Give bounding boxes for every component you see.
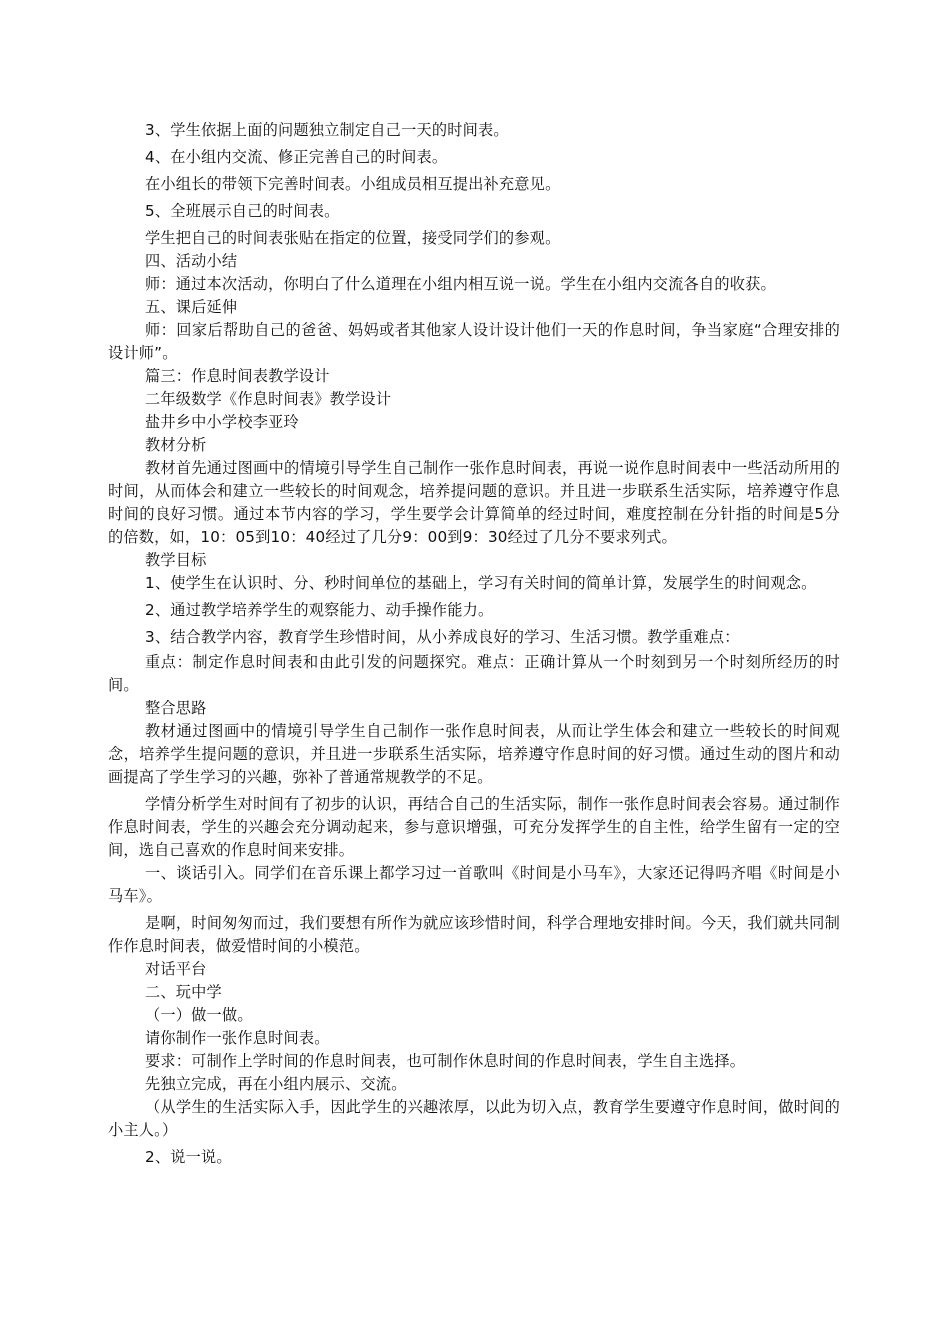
paragraph: 教材通过图画中的情境引导学生自己制作一张作息时间表，从而让学生体会和建立一些较长的时间观念，培养学生提问题的意识，并且进一步联系生活实际，培养遵守作息时间的好习惯。通过生动的图片和动画提高了学生学习的兴趣，弥补了普通常规教学的不足。 [108,722,840,786]
paragraph: 学情分析学生对时间有了初步的认识，再结合自己的生活实际，制作一张作息时间表会容易。通过制作作息时间表，学生的兴趣会充分调动起来，参与意识增强，可充分发挥学生的自主性，给学生留有一定的空间，选自己喜欢的作息时间来安排。 [108,795,840,859]
paragraph: 2、通过教学培养学生的观察能力、动手操作能力。 [145,601,494,619]
paragraph: 学生把自己的时间表张贴在指定的位置，接受同学们的参观。 [145,229,561,247]
section-heading: 教学目标 [145,551,207,569]
paragraph: 师：通过本次活动，你明白了什么道理在小组内相互说一说。学生在小组内交流各自的收获。 [145,275,776,293]
paragraph: 教材首先通过图画中的情境引导学生自己制作一张作息时间表，再说一说作息时间表中一些活动所用的时间，从而体会和建立一些较长的时间观念，培养提问题的意识。并且进一步联系生活实际，培养遵守作息时间的良好习惯。通过本节内容的学习，学生要学会计算简单的经过时间，难度控制在分针指的时间是5分的倍数，如，10：05到10：40经过了几分9：00到9：30经过了几分不要求列式。 [108,459,840,546]
paragraph: 1、使学生在认识时、分、秒时间单位的基础上，学习有关时间的简单计算，发展学生的时间观念。 [145,574,817,592]
section-heading: 对话平台 [145,960,207,978]
sub-heading: （一）做一做。 [145,1006,253,1024]
paragraph: 要求：可制作上学时间的作息时间表，也可制作休息时间的作息时间表，学生自主选择。 [145,1052,746,1070]
paragraph: 先独立完成，再在小组内展示、交流。 [145,1075,407,1093]
document-page [108,119,840,1169]
paragraph: 师：回家后帮助自己的爸爸、妈妈或者其他家人设计设计他们一天的作息时间，争当家庭“合理安排的设计师”。 [108,321,840,362]
paragraph: （从学生的生活实际入手，因此学生的兴趣浓厚，以此为切入点，教育学生要遵守作息时间，做时间的小主人。） [108,1098,840,1139]
author-line: 盐井乡中小学校李亚玲 [145,413,299,431]
paragraph: 一、谈话引入。同学们在音乐课上都学习过一首歌叫《时间是小马车》，大家还记得吗齐唱《时间是小马车》。 [108,864,840,905]
section-heading: 教材分析 [145,436,207,454]
section-heading: 篇三：作息时间表教学设计 [145,367,330,385]
paragraph: 5、全班展示自己的时间表。 [145,202,340,220]
paragraph: 3、结合教学内容，教育学生珍惜时间，从小养成良好的学习、生活习惯。教学重难点： [145,628,740,646]
paragraph: 4、在小组内交流、修正完善自己的时间表。 [145,148,448,166]
section-heading: 五、课后延伸 [145,298,238,316]
document-title: 二年级数学《作息时间表》教学设计 [145,390,392,408]
paragraph: 请你制作一张作息时间表。 [145,1029,330,1047]
paragraph: 重点：制定作息时间表和由此引发的问题探究。难点：正确计算从一个时刻到另一个时刻所经历的时间。 [108,653,840,694]
sub-heading: 2、说一说。 [145,1148,232,1166]
section-heading: 四、活动小结 [145,252,238,270]
paragraph: 是啊，时间匆匆而过，我们要想有所作为就应该珍惜时间，科学合理地安排时间。今天，我们就共同制作作息时间表，做爱惜时间的小模范。 [108,914,840,955]
paragraph: 3、学生依据上面的问题独立制定自己一天的时间表。 [145,121,509,139]
section-heading: 二、玩中学 [145,983,222,1001]
paragraph: 在小组长的带领下完善时间表。小组成员相互提出补充意见。 [145,175,561,193]
section-heading: 整合思路 [145,699,207,717]
